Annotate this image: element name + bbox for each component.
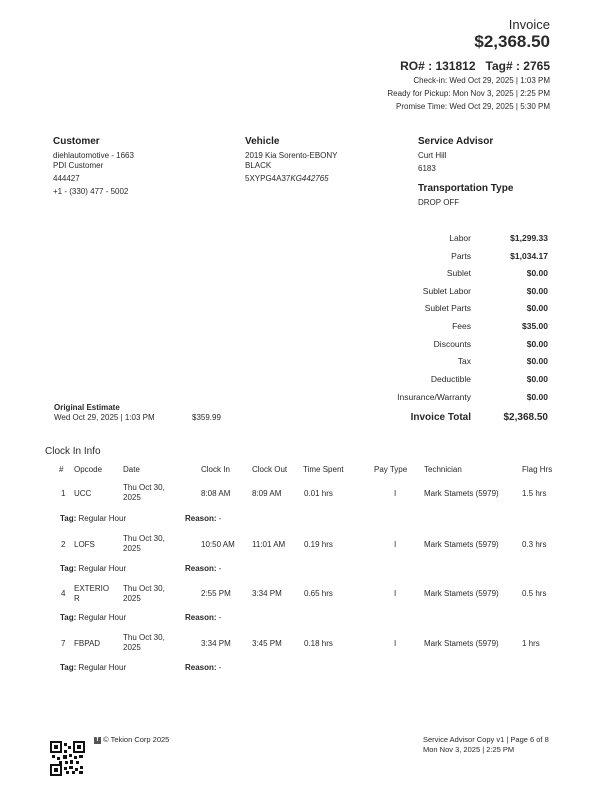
- ready-time: Ready for Pickup: Mon Nov 3, 2025 | 2:25 PM: [387, 89, 550, 98]
- row-technician: Mark Stamets (5979): [424, 540, 499, 549]
- estimate-amount: $359.99: [192, 413, 221, 422]
- col-num: #: [59, 465, 64, 474]
- row-technician: Mark Stamets (5979): [424, 639, 499, 648]
- tag-value: Regular Hour: [78, 564, 127, 573]
- row-clock-out: 3:34 PM: [252, 589, 282, 598]
- row-pay-type: I: [394, 489, 397, 498]
- row-pay-type: I: [394, 589, 397, 598]
- vin-prefix: 5XYPG4A37: [245, 174, 291, 183]
- row-flag-hrs: 1 hrs: [522, 639, 540, 648]
- row-time-spent: 0.18 hrs: [304, 639, 333, 648]
- col-flag-hrs: Flag Hrs: [522, 465, 553, 474]
- row-clock-out: 3:45 PM: [252, 639, 282, 648]
- reason-label: Reason:: [185, 564, 217, 573]
- row-reason: [185, 514, 221, 523]
- tag-value: Regular Hour: [78, 663, 127, 672]
- tekion-logo-icon: T: [95, 736, 100, 743]
- row-reason: [185, 613, 221, 622]
- reason-label: Reason:: [185, 613, 217, 622]
- clock-heading: Clock In Info: [45, 446, 101, 457]
- copyright-text: © Tekion Corp 2025: [103, 735, 170, 744]
- row-date-year: 2025: [123, 643, 141, 652]
- advisor-id: 6183: [418, 164, 436, 173]
- footer-print-date: Mon Nov 3, 2025 | 2:25 PM: [423, 745, 515, 754]
- vehicle-color: BLACK: [245, 161, 272, 170]
- tag-value: Regular Hour: [78, 514, 127, 523]
- summary-label-tax: Tax: [457, 356, 471, 366]
- reason-value: -: [218, 663, 222, 672]
- row-opcode: FBPAD: [74, 639, 101, 648]
- row-flag-hrs: 0.5 hrs: [522, 589, 547, 598]
- customer-number: 444427: [53, 174, 80, 183]
- col-clock-out: Clock Out: [252, 465, 288, 474]
- row-num: 2: [61, 540, 66, 549]
- ro-tag-line: [400, 59, 550, 73]
- col-opcode: Opcode: [74, 465, 103, 474]
- promise-time: Promise Time: Wed Oct 29, 2025 | 5:30 PM: [396, 102, 550, 111]
- qr-code-icon: [50, 741, 85, 776]
- col-date: Date: [123, 465, 140, 474]
- row-time-spent: 0.19 hrs: [304, 540, 333, 549]
- row-clock-in: 2:55 PM: [201, 589, 231, 598]
- reason-label: Reason:: [185, 514, 217, 523]
- row-time-spent: 0.01 hrs: [304, 489, 333, 498]
- summary-value-parts: $1,034.17: [510, 251, 548, 261]
- row-technician: Mark Stamets (5979): [424, 589, 499, 598]
- row-time-spent: 0.65 hrs: [304, 589, 333, 598]
- tag-label: Tag:: [60, 514, 77, 523]
- tag-label: Tag:: [60, 564, 77, 573]
- row-flag-hrs: 1.5 hrs: [522, 489, 547, 498]
- row-opcode: UCC: [74, 489, 92, 498]
- footer-copyright: [94, 735, 169, 744]
- row-opcode: LOFS: [74, 540, 95, 549]
- summary-value-sublet-parts: $0.00: [526, 303, 548, 313]
- customer-phone: +1 - (330) 477 - 5002: [53, 187, 129, 196]
- col-clock-in: Clock In: [201, 465, 230, 474]
- row-clock-in: 3:34 PM: [201, 639, 231, 648]
- summary-label-sublet: Sublet: [446, 268, 471, 278]
- tag-label: Tag:: [60, 613, 77, 622]
- vehicle-heading: Vehicle: [245, 136, 280, 147]
- row-clock-in: 10:50 AM: [201, 540, 235, 549]
- row-date-year: 2025: [123, 544, 141, 553]
- row-tag: [60, 564, 126, 573]
- col-pay-type: Pay Type: [374, 465, 408, 474]
- customer-name: diehlautomotive - 1663: [53, 151, 134, 160]
- vin-suffix: KG442765: [290, 174, 329, 183]
- transport-heading: Transportation Type: [418, 183, 514, 194]
- tag-number: Tag# : 2765: [485, 59, 550, 73]
- ro-number: RO# : 131812: [400, 59, 476, 73]
- row-date: Thu Oct 30,: [123, 584, 165, 593]
- invoice-total-label: Invoice Total: [410, 412, 471, 423]
- summary-value-fees: $35.00: [522, 321, 548, 331]
- summary-value-sublet: $0.00: [526, 268, 548, 278]
- checkin-time: Check-in: Wed Oct 29, 2025 | 1:03 PM: [413, 76, 550, 85]
- row-num: 7: [61, 639, 66, 648]
- summary-label-deductible: Deductible: [430, 374, 471, 384]
- summary-value-labor: $1,299.33: [510, 233, 548, 243]
- customer-heading: Customer: [53, 136, 100, 147]
- reason-value: -: [218, 564, 222, 573]
- row-date: Thu Oct 30,: [123, 633, 165, 642]
- col-time-spent: Time Spent: [303, 465, 344, 474]
- row-clock-out: 11:01 AM: [252, 540, 286, 549]
- footer-copy-info: Service Advisor Copy v1 | Page 6 of 8: [423, 735, 549, 744]
- summary-value-discounts: $0.00: [526, 339, 548, 349]
- row-flag-hrs: 0.3 hrs: [522, 540, 547, 549]
- vehicle-vin: [245, 174, 329, 183]
- row-reason: [185, 663, 221, 672]
- summary-label-parts: Parts: [451, 251, 471, 261]
- row-date-year: 2025: [123, 594, 141, 603]
- estimate-date: Wed Oct 29, 2025 | 1:03 PM: [54, 413, 155, 422]
- tag-label: Tag:: [60, 663, 77, 672]
- advisor-heading: Service Advisor: [418, 136, 494, 147]
- row-technician: Mark Stamets (5979): [424, 489, 499, 498]
- customer-type: PDI Customer: [53, 161, 104, 170]
- row-clock-out: 8:09 AM: [252, 489, 282, 498]
- advisor-name: Curt Hill: [418, 151, 447, 160]
- row-date-year: 2025: [123, 493, 141, 502]
- vehicle-model: 2019 Kia Sorento-EBONY: [245, 151, 338, 160]
- row-tag: [60, 613, 126, 622]
- row-opcode: EXTERIO: [74, 584, 110, 593]
- summary-label-insurance: Insurance/Warranty: [397, 392, 471, 402]
- estimate-heading: Original Estimate: [54, 403, 120, 412]
- transport-type: DROP OFF: [418, 198, 460, 207]
- col-technician: Technician: [424, 465, 462, 474]
- summary-value-insurance: $0.00: [526, 392, 548, 402]
- row-date: Thu Oct 30,: [123, 483, 165, 492]
- summary-label-sublet-labor: Sublet Labor: [422, 286, 471, 296]
- summary-value-sublet-labor: $0.00: [526, 286, 548, 296]
- row-pay-type: I: [394, 540, 397, 549]
- reason-label: Reason:: [185, 663, 217, 672]
- row-tag: [60, 514, 126, 523]
- summary-label-sublet-parts: Sublet Parts: [424, 303, 471, 313]
- reason-value: -: [218, 613, 222, 622]
- row-pay-type: I: [394, 639, 397, 648]
- row-reason: [185, 564, 221, 573]
- row-tag: [60, 663, 126, 672]
- tag-value: Regular Hour: [78, 613, 127, 622]
- row-clock-in: 8:08 AM: [201, 489, 231, 498]
- row-opcode-wrap: R: [74, 594, 80, 603]
- summary-label-discounts: Discounts: [433, 339, 471, 349]
- summary-value-deductible: $0.00: [526, 374, 548, 384]
- row-num: 4: [61, 589, 66, 598]
- row-num: 1: [61, 489, 66, 498]
- invoice-total-value: $2,368.50: [503, 412, 548, 423]
- invoice-total-header: $2,368.50: [474, 32, 550, 51]
- summary-label-fees: Fees: [452, 321, 471, 331]
- invoice-title: Invoice: [508, 17, 550, 32]
- reason-value: -: [218, 514, 222, 523]
- summary-value-tax: $0.00: [526, 356, 548, 366]
- summary-label-labor: Labor: [449, 233, 471, 243]
- row-date: Thu Oct 30,: [123, 534, 165, 543]
